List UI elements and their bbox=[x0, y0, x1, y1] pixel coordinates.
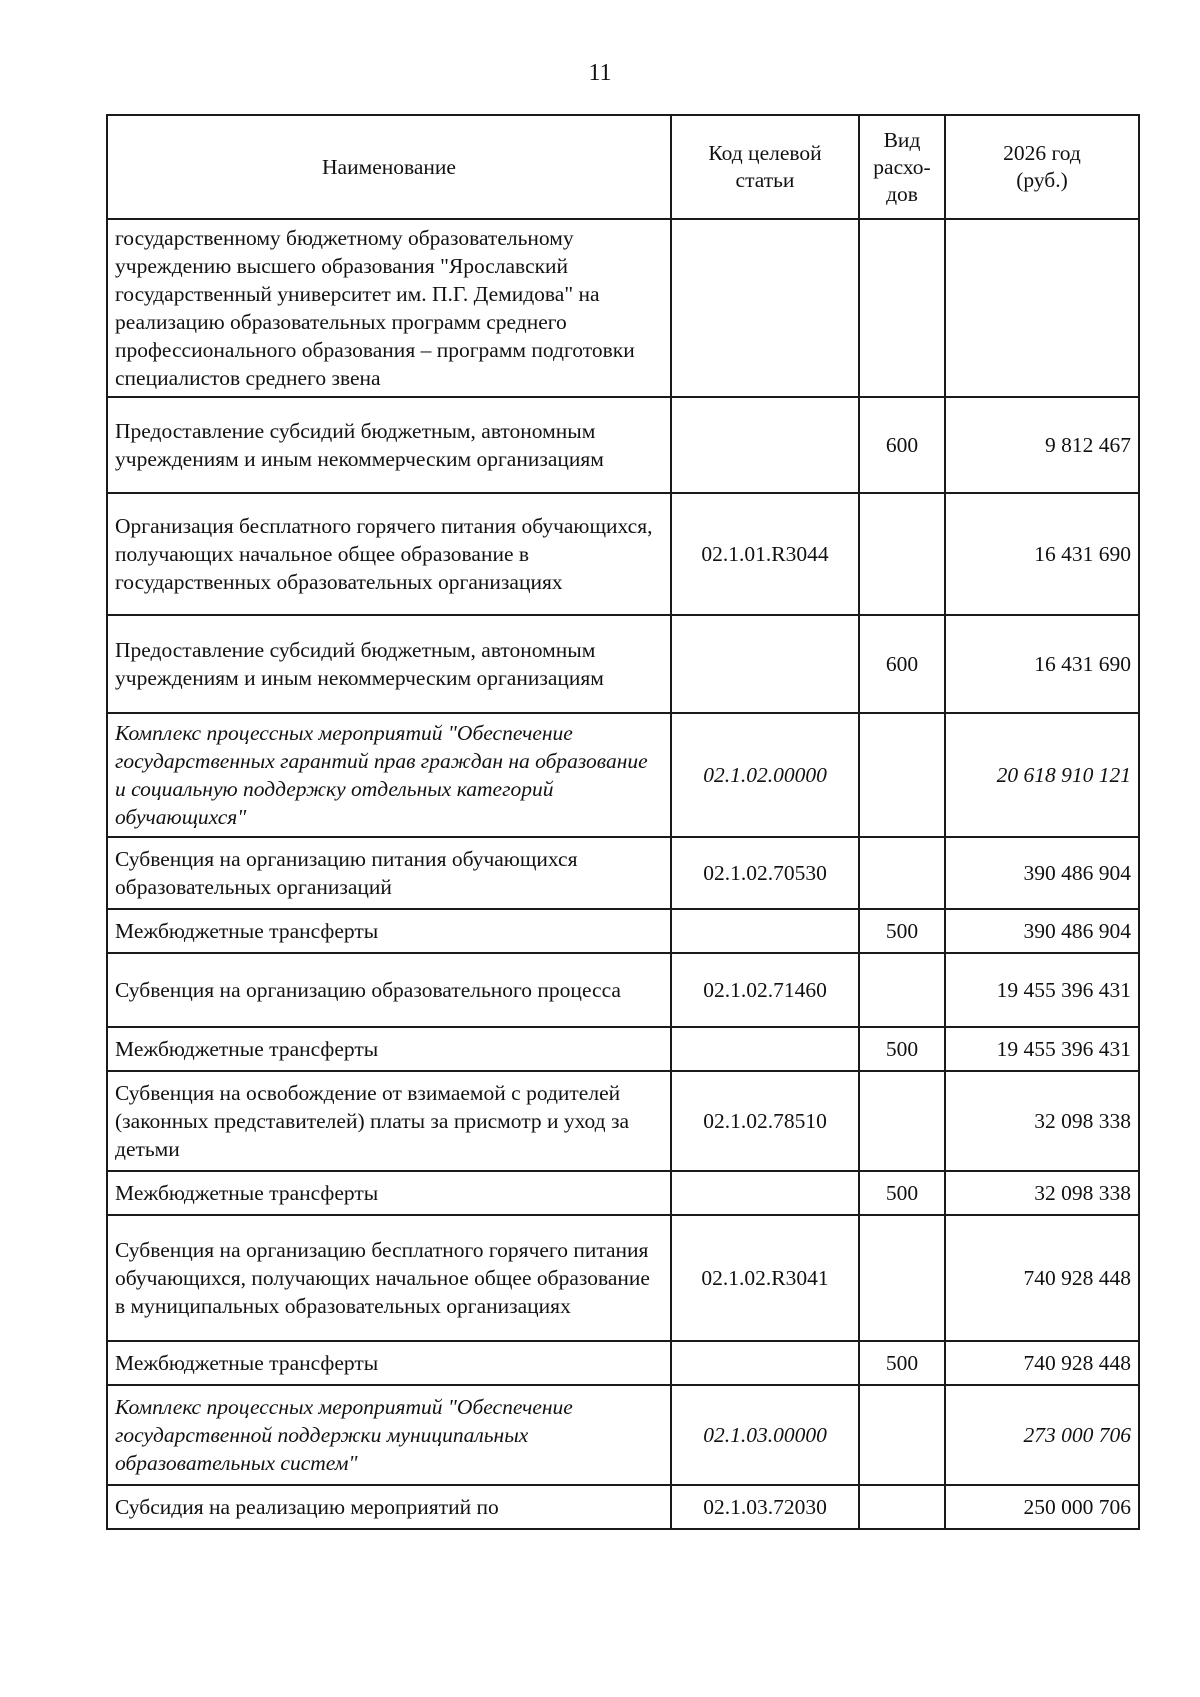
header-amount: 2026 год (руб.) bbox=[945, 115, 1139, 219]
row-amount: 32 098 338 bbox=[945, 1071, 1139, 1171]
row-name: Комплекс процессных мероприятий "Обеспечение государственной поддержки муниципальных образовательных систем" bbox=[107, 1385, 671, 1485]
row-amount: 19 455 396 431 bbox=[945, 953, 1139, 1027]
row-type bbox=[859, 493, 945, 615]
table-row bbox=[107, 397, 1139, 493]
row-code bbox=[671, 909, 859, 953]
page-number: 11 bbox=[588, 60, 612, 86]
row-code bbox=[671, 615, 859, 713]
row-amount: 740 928 448 bbox=[945, 1215, 1139, 1341]
row-name: Субсидия на реализацию мероприятий по bbox=[107, 1485, 671, 1529]
row-amount: 19 455 396 431 bbox=[945, 1027, 1139, 1071]
row-code: 02.1.03.72030 bbox=[671, 1485, 859, 1529]
row-code: 02.1.02.71460 bbox=[671, 953, 859, 1027]
row-type bbox=[859, 1385, 945, 1485]
row-code: 02.1.02.R3041 bbox=[671, 1215, 859, 1341]
row-name: государственному бюджетному образовательному учреждению высшего образования "Ярославский государственный университет им. П.Г. Демидова" на реализацию образовательных программ среднего профессионального образования – программ подготовки специалистов среднего звена bbox=[107, 219, 671, 397]
row-type bbox=[859, 953, 945, 1027]
row-type: 600 bbox=[859, 615, 945, 713]
row-code: 02.1.02.78510 bbox=[671, 1071, 859, 1171]
table-row bbox=[107, 493, 1139, 615]
table-row bbox=[107, 1341, 1139, 1385]
table-row bbox=[107, 219, 1139, 397]
row-name: Предоставление субсидий бюджетным, автономным учреждениям и иным некоммерческим организациям bbox=[107, 615, 671, 713]
row-type: 600 bbox=[859, 397, 945, 493]
table-row bbox=[107, 1385, 1139, 1485]
table-row bbox=[107, 713, 1139, 837]
table-row bbox=[107, 1171, 1139, 1215]
row-name: Субвенция на организацию образовательного процесса bbox=[107, 953, 671, 1027]
row-type bbox=[859, 1071, 945, 1171]
row-type: 500 bbox=[859, 1171, 945, 1215]
row-amount: 16 431 690 bbox=[945, 493, 1139, 615]
row-amount: 390 486 904 bbox=[945, 909, 1139, 953]
row-amount: 390 486 904 bbox=[945, 837, 1139, 909]
row-code: 02.1.02.70530 bbox=[671, 837, 859, 909]
row-type: 500 bbox=[859, 909, 945, 953]
row-amount: 20 618 910 121 bbox=[945, 713, 1139, 837]
row-name: Предоставление субсидий бюджетным, автономным учреждениям и иным некоммерческим организациям bbox=[107, 397, 671, 493]
row-name: Межбюджетные трансферты bbox=[107, 1171, 671, 1215]
row-code: 02.1.01.R3044 bbox=[671, 493, 859, 615]
row-amount: 9 812 467 bbox=[945, 397, 1139, 493]
row-code: 02.1.03.00000 bbox=[671, 1385, 859, 1485]
row-name: Субвенция на организацию бесплатного горячего питания обучающихся, получающих начальное общее образование в муниципальных образовательных организациях bbox=[107, 1215, 671, 1341]
row-amount bbox=[945, 219, 1139, 397]
row-type: 500 bbox=[859, 1341, 945, 1385]
row-name: Комплекс процессных мероприятий "Обеспечение государственных гарантий прав граждан на образование и социальную поддержку отдельных категорий обучающихся" bbox=[107, 713, 671, 837]
table-row bbox=[107, 909, 1139, 953]
table-row bbox=[107, 1027, 1139, 1071]
row-code bbox=[671, 1027, 859, 1071]
row-type bbox=[859, 1215, 945, 1341]
row-type bbox=[859, 837, 945, 909]
table-row bbox=[107, 1215, 1139, 1341]
row-name: Межбюджетные трансферты bbox=[107, 909, 671, 953]
row-type: 500 bbox=[859, 1027, 945, 1071]
row-code bbox=[671, 1341, 859, 1385]
row-code bbox=[671, 1171, 859, 1215]
table-header-row bbox=[107, 115, 1139, 219]
header-code: Код целевой статьи bbox=[671, 115, 859, 219]
row-amount: 740 928 448 bbox=[945, 1341, 1139, 1385]
table-row bbox=[107, 1071, 1139, 1171]
row-amount: 273 000 706 bbox=[945, 1385, 1139, 1485]
row-type bbox=[859, 713, 945, 837]
row-name: Субвенция на освобождение от взимаемой с родителей (законных представителей) платы за присмотр и уход за детьми bbox=[107, 1071, 671, 1171]
row-amount: 16 431 690 bbox=[945, 615, 1139, 713]
row-amount: 250 000 706 bbox=[945, 1485, 1139, 1529]
row-name: Организация бесплатного горячего питания обучающихся, получающих начальное общее образование в государственных образовательных организациях bbox=[107, 493, 671, 615]
header-name: Наименование bbox=[107, 115, 671, 219]
row-code: 02.1.02.00000 bbox=[671, 713, 859, 837]
row-code bbox=[671, 397, 859, 493]
row-type bbox=[859, 1485, 945, 1529]
header-type: Вид расхо-дов bbox=[859, 115, 945, 219]
row-name: Межбюджетные трансферты bbox=[107, 1027, 671, 1071]
table-row bbox=[107, 1485, 1139, 1529]
row-type bbox=[859, 219, 945, 397]
table-row bbox=[107, 837, 1139, 909]
row-name: Межбюджетные трансферты bbox=[107, 1341, 671, 1385]
row-amount: 32 098 338 bbox=[945, 1171, 1139, 1215]
table-row bbox=[107, 953, 1139, 1027]
row-name: Субвенция на организацию питания обучающихся образовательных организаций bbox=[107, 837, 671, 909]
budget-table bbox=[106, 114, 1140, 1530]
row-code bbox=[671, 219, 859, 397]
table-row bbox=[107, 615, 1139, 713]
